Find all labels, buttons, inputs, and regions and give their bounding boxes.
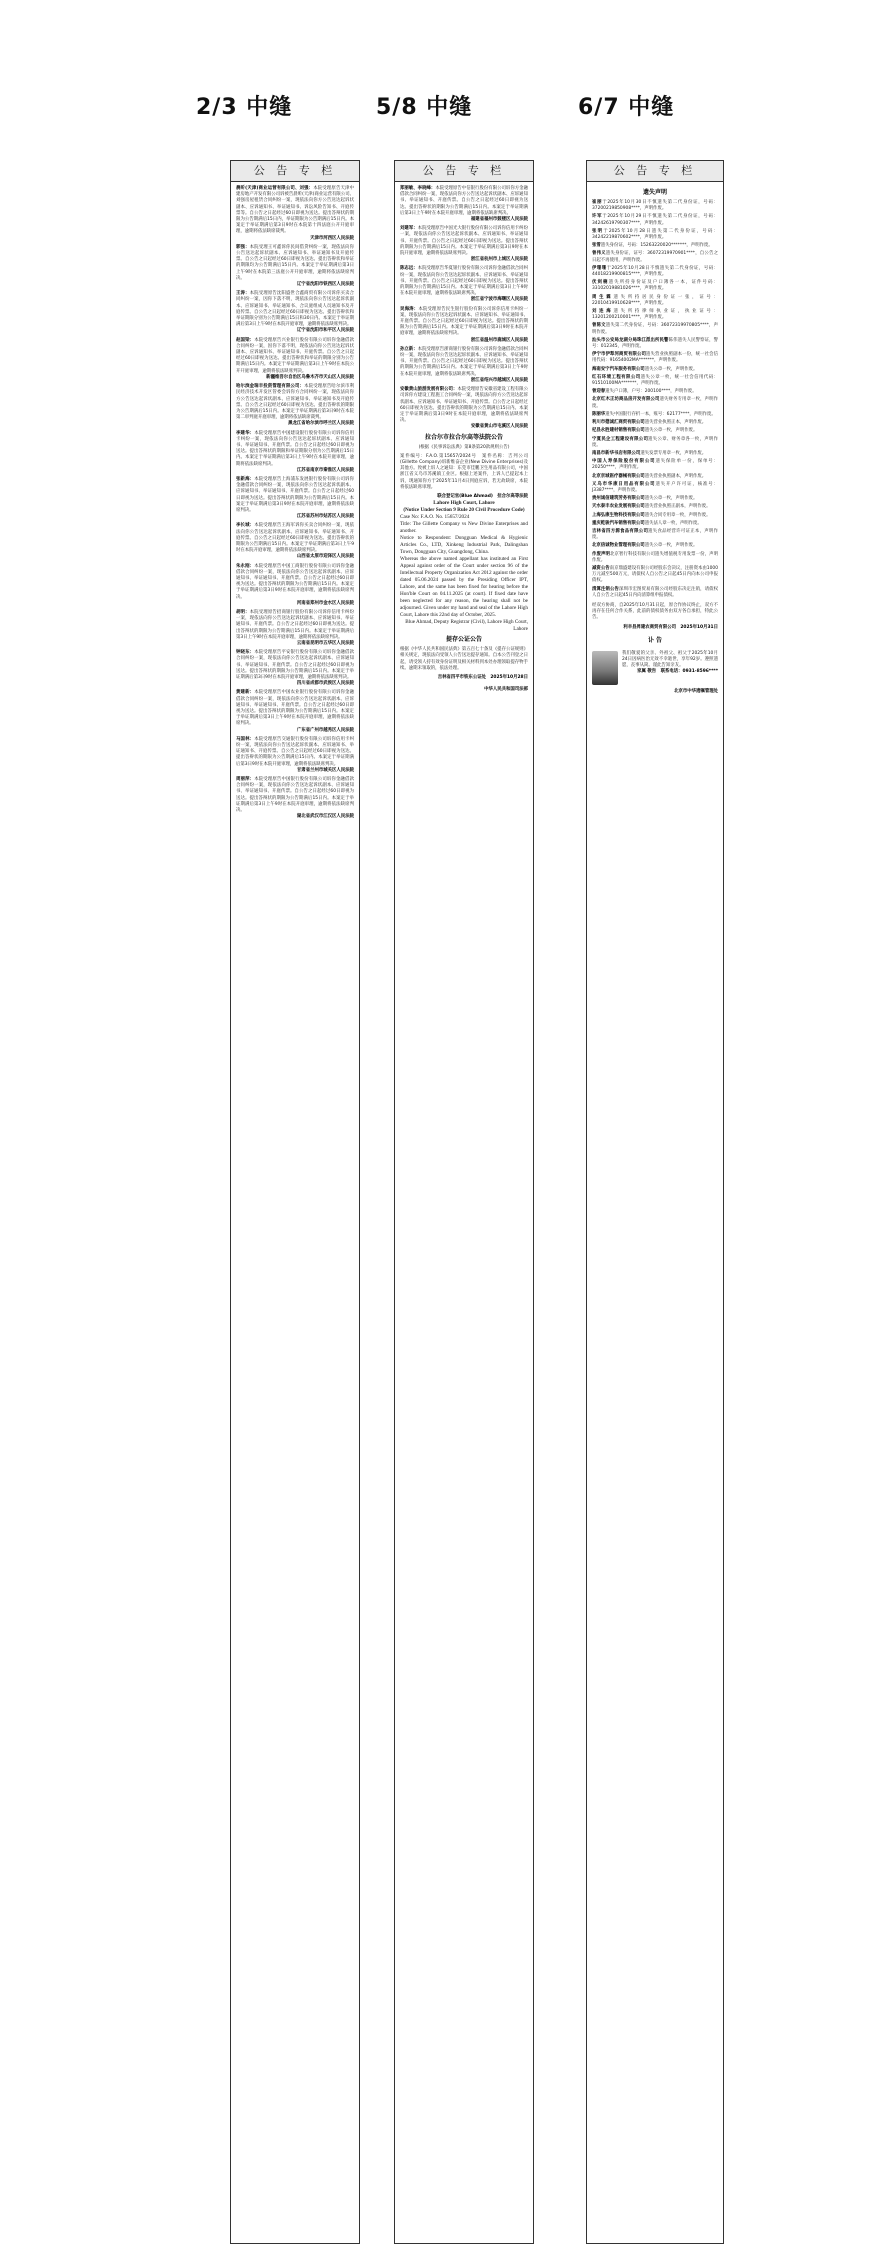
lost-item-text: 遗失公章一枚，声明作废。	[644, 428, 698, 434]
pakistan-notice-title: 拉合尔市拉合尔高等法院公告	[424, 433, 503, 441]
notice-court: 福建省福州市鼓楼区人民法院	[470, 217, 528, 223]
notice-column-1	[230, 160, 360, 2244]
notice-text: 本院受理原告中国农业银行股份有限公司诉你金融借款合同纠纷一案，现依法向你公告送达起诉状副本、应诉通知书、举证通知书、开庭传票。自公告之日起经过60日即视为送达。提出答辩状的期限为公告期满后15日内。本案定于举证期满后第3日上午9时在本院开庭审理，逾期将依法缺席判决。	[236, 690, 354, 727]
notice-item	[400, 266, 528, 303]
lost-item	[592, 482, 718, 494]
lost-item	[592, 200, 718, 212]
lost-item-text: 遗失中国银行存折一本，账号：62177****，声明作废。	[605, 411, 716, 417]
notice-text: 本院受理原告中国建设银行股份有限公司诉你信用卡纠纷一案，现依法向你公告送达起诉状副本、应诉通知书、举证通知书、开庭传票。自公告之日起经过60日即视为送达。提出答辩状的期限和举证期限分别为公告期满后15日内。本案定于举证期满后第3日上午9时在本院开庭审理，逾期将依法缺席判决。	[236, 430, 354, 467]
column-footer: 中华人民共和国司法部	[484, 687, 528, 693]
lost-item-name: 张明	[592, 228, 604, 234]
lost-item-text: 遗失营业执照正本，声明作废。	[644, 420, 707, 426]
english-sign: Blue Ahmad, Deputy Registrar (Civil), Lahore High Court, Lahore	[405, 619, 528, 633]
lost-item-name: 崔丽	[592, 200, 603, 205]
obituary-photo	[592, 651, 618, 685]
notice-court: 安徽省黄山市屯溪区人民法院	[470, 424, 528, 430]
fold-label-3: 6/7 中缝	[578, 95, 675, 120]
lost-item-name: 海南安宁汽车服务有限公司	[592, 366, 645, 372]
pakistan-notice-sub: (根据《民事诉讼法典》第8条第20款规则公告)	[418, 444, 510, 450]
lost-item	[592, 459, 718, 471]
column-title: 公 告 专 栏	[587, 161, 723, 182]
lost-item	[592, 295, 718, 307]
notice-addressee: 黄建新：	[236, 690, 255, 696]
lost-item	[592, 280, 718, 292]
notice-text: 本院受理原告上海浦东发展银行股份有限公司诉你金融借款合同纠纷一案，现依法向你公告送达起诉状副本、应诉通知书、举证通知书、开庭传票。自公告之日起经过60日即视为送达。提出答辩状的期限为公告期满后15日内。本案定于举证期满后第3日9时在本院开庭审理，逾期将依法缺席判决。	[236, 476, 354, 513]
lost-item-text: 遗失公章一枚，声明作废。	[644, 496, 698, 502]
notice-court: 辽宁省沈阳市和平区人民法院	[296, 328, 354, 334]
lost-item-name: 宁夏民企工程建设有限公司	[592, 436, 649, 442]
lost-item	[592, 451, 718, 457]
lost-item	[592, 266, 718, 278]
notice-text: 本院受理原告招商银行股份有限公司诉你信用卡纠纷一案，现依法向你公告送达起诉状副本、应诉通知书、举证通知书、开庭传票。自公告之日起经过60日即视为送达。提出答辩状的期限为公告期满后15日内。本案定于举证期满后第3日上午9时在本院开庭审理，逾期将依法缺席判决。	[236, 610, 354, 640]
lost-item-text: 遗失第二代身份证，号码：36072319970805****，声明作废。	[592, 323, 718, 335]
lost-item	[592, 251, 718, 263]
lost-item-name: 义乌市华康日用品有限公司	[592, 481, 656, 487]
lost-item-name: 曾迎春	[592, 389, 606, 395]
notice-text: 本院受理原告交通银行股份有限公司诉你信用卡纠纷一案，现依法向你公告送达起诉状副本、应诉通知书、举证通知书、开庭传票。自公告之日起经过60日即视为送达。提出答辩状的期限为公告期满后15日内。本案定于举证期满后第3日9时在本院开庭审理，逾期将依法缺席判决。	[236, 736, 354, 767]
notice-court: 云南省昆明市五华区人民法院	[296, 641, 354, 647]
notice-text: 本院受理原告平安银行股份有限公司诉你金融借款合同纠纷一案，现依法向你公告送达起诉状副本、应诉通知书、举证通知书、开庭传票。自公告之日起经过60日即视为送达。提出答辩状的期限为公告期满后15日内。本案定于举证期满后第3日9时在本院开庭审理，逾期将依法缺席判决。	[236, 650, 354, 681]
lost-item	[592, 397, 718, 409]
lost-item-name: 伏剑楠	[592, 280, 609, 286]
column-body	[395, 182, 533, 697]
notice-addressee: 李长城：	[236, 523, 255, 529]
notice-text: 本院受理原告中国工商银行股份有限公司诉你金融借款合同纠纷一案，现依法向你公告送达起诉状副本、应诉通知书、举证通知书、开庭传票。自公告之日起经过60日即视为送达。提出答辩状的期限为公告期满后15日内。本案定于举证期满后第3日9时在本院开庭审理，逾期将依法缺席判决。	[236, 563, 354, 600]
notice-addressee: 郭强：	[236, 244, 250, 250]
lost-item-text: 遗失保险单一份，保单号：20250****，声明作废。	[592, 459, 718, 471]
notice-addressee: 周丽萍：	[236, 777, 255, 783]
lost-item-name: 北京京城医疗器械有限公司	[592, 473, 645, 479]
notice-court: 江苏省南京市秦淮区人民法院	[296, 467, 354, 473]
lost-item-text: 遗失营业执照正副本，声明作废。	[644, 504, 711, 510]
notice-addressee: 晨昕(天津)商业运营有限公司、刘强：	[236, 186, 314, 191]
lost-item-text: 遗失公章、财务章各一枚，声明作废。	[592, 436, 718, 448]
notice-addressee: 刘建军：	[400, 226, 418, 232]
lost-item	[592, 587, 718, 599]
lost-item-text: 遗失合同专用章一枚，声明作废。	[644, 512, 711, 518]
lost-item	[592, 367, 718, 373]
lost-item-name: 伊珊珊	[592, 265, 607, 271]
notice-column-2	[394, 160, 534, 2244]
lost-item-text: 遗失所持居民身份证一张，证号：22010419910628****，声明作废。	[592, 294, 718, 306]
lost-item	[592, 352, 718, 364]
notice-court: 辽宁省沈阳市铁西区人民法院	[296, 282, 354, 288]
notice-addressee: 郑丽敏、李晓峰：	[400, 186, 436, 191]
notice-item	[236, 777, 354, 820]
lost-item	[592, 389, 718, 395]
lost-item-name: 利川市德诚汇商贸有限公司	[592, 420, 645, 426]
column-footer: 北京市中华遗嘱管理处	[674, 688, 718, 694]
lost-item-name: 中国人寿保险股份有限公司	[592, 459, 656, 465]
english-respondent: Notice to Respondent: Dongguan Medical & Hygienic Articles Co., LTD, Xinkeng Industrial Park, Dalingshan Town, Dongguan City, Guangdong, China.	[400, 535, 528, 556]
termination-sign: 利辛县昇建农商贸有限公司 2025年10月31日	[623, 624, 718, 630]
column-title: 公 告 专 栏	[395, 161, 533, 182]
notice-addressee: 孙立新：	[400, 346, 418, 352]
notice-item	[236, 690, 354, 733]
lost-item-text: 遗失营业执照副本一份，统一社会信用代码：91654002MA*******，声明作废。	[592, 352, 718, 364]
notice-addressee: 李建华：	[236, 430, 255, 436]
notice-item	[236, 245, 354, 288]
obituary-sign: 家属 敬告 联系电话：0931-8596****	[637, 669, 718, 675]
lost-item	[592, 552, 718, 564]
notice-court: 浙江省宁波市海曙区人民法院	[470, 297, 528, 303]
notice-item	[236, 477, 354, 520]
lost-item-text: 遗失法人章一枚，声明作废。	[644, 520, 702, 526]
lost-item-name: 红石环境工程有限公司	[592, 374, 641, 380]
lost-item-text: 遗失开户许可证，核准号：J3387****，声明作废。	[592, 481, 718, 493]
lost-item-name: 减资公告	[592, 565, 610, 571]
notice-item	[236, 186, 354, 242]
lost-item-text: 遗失公章一枚，声明作废。	[644, 366, 698, 372]
notice-item	[400, 387, 528, 430]
lost-item	[592, 543, 718, 549]
lost-item	[592, 529, 718, 541]
lost-item	[592, 214, 718, 226]
lost-item-text: 遗失户口簿，户号：200100****，声明作废。	[605, 389, 697, 395]
lost-item-name: 作废声明	[592, 551, 611, 557]
lost-item-text: 于2025年10月28日遗失第二代身份证，号码：34242219870602****，声明作废。	[592, 228, 718, 241]
notice-addressee: 吴海涛：	[400, 306, 419, 312]
notice-addressee: 胡明：	[236, 610, 250, 615]
lost-item-name: 北京信诚物业管理有限公司	[592, 543, 645, 549]
notice-court: 浙江省温州市鹿城区人民法院	[470, 337, 528, 343]
lost-item-name: 张雪	[592, 243, 601, 249]
fold-label-2: 5/8 中缝	[376, 95, 473, 120]
lost-item-name: 伊宁市伊犁河商贸有限公司	[592, 352, 647, 358]
lost-item-name: 汕头市公安局龙湖分局珠江派出所民警	[592, 337, 669, 343]
lost-item-text: 遗失营业执照副本，声明作废。	[644, 473, 707, 479]
notice-item	[236, 737, 354, 774]
obituary-body: 我们敬爱的父亲、外祖父、祖父于2025年10月24日因病医治无效不幸逝世，享年92岁。遵照遗愿，丧事从简。谨此告知亲友。	[622, 650, 718, 669]
notice-item	[400, 307, 528, 344]
notice-addressee: 赵国梁：	[236, 337, 255, 343]
notice-item	[400, 226, 528, 263]
notice-court: 黑龙江省哈尔滨市呼兰区人民法院	[288, 421, 354, 427]
termination-statement: 经双方协商，自2025年10月31日起，原合作协议终止，双方不再存在任何合作关系，此前的债权债务由双方各自承担，特此公告。	[592, 602, 718, 621]
english-notice-title: Lahore High Court, Lahore	[433, 500, 495, 507]
lost-item-name: 曾伟义	[592, 251, 606, 257]
lost-item	[592, 338, 718, 350]
lost-item	[592, 437, 718, 449]
lost-item-text: 南京鼎盛建设有限公司经股东会决议，注册资本由1000万元减至500万元，请债权人自公告之日起45日内向本公司申报债权。	[592, 565, 718, 584]
notice-text: 本院受理原告中信银行股份有限公司诉你方金融借款合同纠纷一案，现依法向你方公告送达起诉状副本、应诉通知书、举证通知书、开庭传票。自公告之日起经过60日即视为送达。提出答辩状的期限为公告期满后15日内。本案定于举证期满后第3日上午9时在本院开庭审理，逾期将依法缺席判决。	[400, 186, 528, 216]
notice-addressee: 张新海：	[236, 476, 255, 482]
notice-text: 本院受理原告浙商银行股份有限公司诉你金融借款合同纠纷一案，现依法向你公告送达起诉状副本、应诉通知书、举证通知书、开庭传票。自公告之日起经过60日即视为送达。提出答辩状的期限为公告期满后15日内。本案定于举证期满后第3日上午9时在本院开庭审理，逾期将依法缺席判决。	[400, 346, 528, 377]
obituary-title: 讣 告	[647, 636, 663, 644]
notice-text: 本院受理原告沈阳盛世合鑫商贸有限公司诉你买卖合同纠纷一案，因你下落不明，现依法向你公告送达起诉状副本、应诉通知书、举证通知书、合议庭组成人员通知书及开庭传票。自公告之日起经过60日即视为送达。提出答辩状和举证期限分别为公告期满后15日和30日内。本案定于举证期满后第3日上午9时在本院开庭审理，逾期将依法缺席判决。	[236, 291, 354, 328]
lost-item-text: 遗失所持身份证及户口簿各一本，证件号码：33102019881026****，声明作废。	[592, 280, 718, 292]
notice-court: 甘肃省兰州市城关区人民法院	[296, 767, 354, 773]
lost-item-name: 刘连海	[592, 309, 614, 315]
pakistan-notice-body: 案件编号：F.A.O.第15657/2024号 案件名称：吉列公司(Gillette Company)诉新维奋企业(New Divine Enterprises)及其他方。致被上诉人之通知：东莞市佳鹏卫生用品有限公司，中国浙江省义乌市苏溪镇工业区。根据上述案件，上诉人已提起本上诉，现通知你方于2025年11月4日到庭应诉，若无故缺席，本院将依法缺席审理。	[400, 453, 528, 490]
lost-item	[592, 420, 718, 426]
lost-item-text: 遗失财务专用章一枚，声明作废。	[592, 397, 718, 409]
notice-addressee: 朱永刚：	[236, 563, 255, 569]
lost-item-text: 于2025年10月29日不慎遗失第二代身份证，号码：34242619790307****，声明作废。	[592, 214, 718, 226]
notice-item	[236, 523, 354, 560]
lost-item-name: 上海弘康生物科技有限公司	[592, 512, 645, 518]
notary-notice-title: 提存公证公告	[445, 636, 482, 644]
lost-item-name: 陈丽华	[592, 411, 606, 417]
english-case-number: Case No: F.A.O. No. 15657/2024	[400, 514, 470, 521]
notice-item	[236, 384, 354, 427]
notice-text: 本院受理原告王海军诉你买卖合同纠纷一案，现依法向你公告送达起诉状副本、应诉通知书、举证通知书、开庭传票。自公告之日起经过60日即视为送达。提出答辩状的期限为公告期满后15日内。本案定于举证期满后第3日上午9时在本院开庭审理，逾期将依法缺席判决。	[236, 523, 354, 554]
lost-item-name: 周生霖	[592, 294, 614, 300]
english-notice	[400, 500, 528, 633]
lost-item-name: 曾陈文	[592, 323, 606, 329]
notice-item	[236, 610, 354, 647]
notice-text: 本院受理原告华夏银行股份有限公司诉你金融借款合同纠纷一案，现依法向你公告送达起诉状副本、应诉通知书、举证通知书、开庭传票。自公告之日起经过60日即视为送达。提出答辩状的期限为公告期满后15日内。本案定于举证期满后第3日上午9时在本院开庭审理，逾期将依法缺席判决。	[400, 266, 528, 297]
notice-court: 山西省太原市迎泽区人民法院	[296, 554, 354, 560]
lost-item	[592, 504, 718, 510]
notice-court: 湖北省武汉市江汉区人民法院	[296, 814, 354, 820]
lost-item-text: 遗失身份证，号码：15263220020*******，声明作废。	[600, 243, 713, 249]
notice-court: 广东省广州市越秀区人民法院	[296, 727, 354, 733]
notice-addressee: 马国林：	[236, 736, 255, 742]
lost-item-text: 遗失所持律师执业证，执业证号：13201200210001****，声明作废。	[592, 309, 718, 321]
column-title: 公 告 专 栏	[231, 161, 359, 182]
lost-item	[592, 412, 718, 418]
lost-item	[592, 474, 718, 480]
lost-item	[592, 566, 718, 585]
lost-item-name: 许军	[592, 214, 603, 220]
lost-item-name: 重庆乾骏汽车销售有限公司	[592, 520, 645, 526]
lost-item-text: 北京智行科技有限公司遗失增值税专用发票一份，声明作废。	[592, 551, 718, 563]
notice-court: 浙江省杭州市上城区人民法院	[470, 257, 528, 263]
lost-item-name: 杞县永胜建材销售有限公司	[592, 428, 645, 434]
notice-item	[236, 431, 354, 474]
notice-court: 江苏省苏州市姑苏区人民法院	[296, 514, 354, 520]
column-body	[231, 182, 359, 828]
column-body	[587, 182, 723, 699]
notice-item	[236, 291, 354, 334]
obituary	[592, 651, 718, 685]
notary-notice-body: 根据《中华人民共和国民法典》第五百七十条及《提存公证规则》相关规定，现依法向受领人公告送达提存通知。自本公告刊登之日起，请受领人持有效身份证明及相关材料到本处办理领取提存物手续。逾期未领取的，依法处理。	[400, 647, 528, 671]
lost-item-text: 遗失公章一枚，统一社会信用代码：91510100MA*******，声明作废。	[592, 374, 718, 387]
notice-text: 本院受理王可鑫诉你民间借贷纠纷一案，现依法向你公告送达起诉状副本、应诉通知书、举证通知书及开庭传票。自公告之日起经过60日即视为送达。提出答辩状和举证的期限均为公告期满后15日内。本案定于举证期满后第3日上午9时在本院第三法庭公开开庭审理，逾期将依法缺席判决。	[236, 244, 354, 281]
lost-item	[592, 513, 718, 519]
notice-item	[236, 650, 354, 687]
lost-item-name: 清算注销公告	[592, 586, 620, 592]
lost-item-text: 深圳市宏图贸易有限公司经股东决定注销，请债权人自公告之日起45日内向清算组申报债权。	[592, 586, 718, 598]
notice-text: 本院受理原告天津中建房地产开发有限公司诉被告晨昕(天津)商业运营有限公司、刘强房屋租赁合同纠纷一案，现依法向你方公告送达起诉状副本、应诉通知书、举证通知书、诉讼风险告知书、开庭传票等。自公告之日起经过60日即视为送达。提出答辩状的期限为公告期满后15日内，举证期限为公告期满后15日内。本案定于举证期满后第3日9时在本院第十四法庭公开开庭审理，逾期将依法缺席裁判。	[236, 186, 354, 235]
lost-item-text: 于2025年10月28日不慎遗失第二代身份证，号码：44018219900815****，声明作废。	[592, 265, 718, 278]
notice-item	[236, 338, 354, 381]
lost-item	[592, 323, 718, 335]
lost-item-text: 陈伟遗失人民警察证，警号：012345，声明作废。	[592, 337, 718, 350]
notice-court: 河南省郑州市金水区人民法院	[296, 600, 354, 606]
lost-section-title: 遗失声明	[642, 189, 667, 196]
notice-addressee: 陈志远：	[400, 266, 418, 272]
notary-notice-sign: 吉林省四平市铁东公证处 2025年10月28日	[437, 674, 528, 680]
notice-court: 天津市河西区人民法院	[310, 235, 354, 241]
lost-item	[592, 521, 718, 527]
lost-item-name: 南昌市新华书店有限公司	[592, 450, 641, 456]
notice-court: 浙江省绍兴市越城区人民法院	[470, 377, 528, 383]
lost-item	[592, 428, 718, 434]
pakistan-notice-sign: 联合登记官(Blue Ahmad) 拉合尔高等法院	[437, 493, 528, 499]
lost-item	[592, 375, 718, 387]
lost-item	[592, 496, 718, 502]
notice-text: 本院受理原告民生银行股份有限公司诉你信用卡纠纷一案，现依法向你公告送达起诉状副本、应诉通知书、举证通知书、开庭传票。自公告之日起经过60日即视为送达。提出答辩状的期限为公告期满后15日内。本案定于举证期满后第3日9时在本院开庭审理，逾期将依法缺席判决。	[400, 306, 528, 337]
lost-item-name: 天水泰丰农业发展有限公司	[592, 504, 645, 510]
notice-court: 新疆维吾尔自治区乌鲁木齐市天山区人民法院	[266, 374, 354, 380]
notice-addressee: 哈尔滨金瑞丰投资管理有限公司：	[236, 384, 305, 390]
english-notice-sub: (Notice Under Section 9 Rule 20 Civil Procedure Code)	[403, 507, 525, 514]
notice-court: 四川省成都市武侯区人民法院	[296, 681, 354, 687]
lost-item-name: 北京红木正坊商品房开发有限公司	[592, 397, 660, 403]
english-parties: Title: The Gillette Company vs New Divine Enterprises and another.	[400, 521, 528, 535]
notice-addressee: 安徽黄山旅游发展有限公司：	[400, 387, 458, 393]
lost-item-text: 遗失食品经营许可证正本，声明作废。	[592, 528, 718, 541]
notice-addressee: 钟晓东：	[236, 650, 255, 656]
lost-item-name: 贵州诚信建筑劳务有限公司	[592, 496, 645, 502]
notice-item	[236, 564, 354, 607]
notice-column-3	[586, 160, 724, 2244]
fold-label-1: 2/3 中缝	[196, 95, 293, 120]
notice-text: 本院受理原告中国银行股份有限公司诉你金融借款合同纠纷一案，现依法向你公告送达起诉状副本、应诉通知书、举证通知书、开庭传票。自公告之日起经过60日即视为送达。提出答辩状的期限为公告期满后15日内。本案定于举证期满后第3日上午9时在本院开庭审理，逾期将依法缺席判决。	[236, 777, 354, 814]
notice-text: 本院受理原告中国光大银行股份有限公司诉你信用卡纠纷一案，现依法向你公告送达起诉状副本、应诉通知书、举证通知书、开庭传票。自公告之日起经过60日即视为送达。提出答辩状的期限为公告期满后15日内。本案定于举证期满后第3日9时在本院开庭审理，逾期将依法缺席判决。	[400, 226, 528, 257]
lost-item-text: 遗失公章一枚，声明作废。	[644, 543, 698, 549]
notice-text: 本院受理原告兴业银行股份有限公司诉你金融借款合同纠纷一案，因你下落不明，现依法向你公告送达起诉状副本、应诉通知书、举证通知书、开庭传票。自公告之日起经过60日即视为送达。提出答辩状和举证的期限分别为公告期满后15日内。本案定于举证期满后第3日上午9时在本院公开开庭审理，逾期将依法缺席判决。	[236, 337, 354, 374]
lost-item-text: 于2025年10月30日不慎遗失第二代身份证，号码：37200219850908****，声明作废。	[592, 200, 718, 212]
lost-item-name: 吉林省四方源食品有限公司	[592, 528, 649, 534]
lost-item	[592, 309, 718, 321]
lost-item	[592, 243, 718, 249]
notice-text: 本院受理原告哈尔滨市利民经济技术开发区管委会诉你方合同纠纷一案，现依法向你方公告送达起诉状副本、应诉通知书、举证通知书及开庭传票。自公告之日起经过60日即视为送达。提出答辩状的期限为公告期满后15日内。本案定于举证期满后第3日9时在本院第二审判庭开庭审理，逾期将依法缺席裁判。	[236, 384, 354, 421]
lost-item-text: 遗失身份证，证号：36072319970901****，自公告之日起不再使用，声明作废。	[592, 251, 718, 263]
notice-addressee: 王涛：	[236, 291, 250, 297]
english-body: Whereas the above named appellant has instituted an First Appeal against order of the Court under section 96 of the Intellectual Property Organization Act 2012 against the order dated 05.06.2024 passed by the Presiding Officer IPT, Lahore, and the same has been fixed for hearing before the Hon'ble Court on 04.11.2025 (at court). If fixed date have been neglected for any reason, the hearing shall not be adjourned. Given under my hand and seal of the Lahore High Court, Lahore this 22nd day of October, 2025.	[400, 556, 528, 619]
lost-item	[592, 229, 718, 241]
notice-item	[400, 347, 528, 384]
lost-item-text: 遗失发票专用章一枚，声明作废。	[640, 450, 707, 456]
notice-text: 本院受理原告安徽省建设工程有限公司诉你方建设工程施工合同纠纷一案，现依法向你方公告送达起诉状副本、应诉通知书、举证通知书、开庭传票。自公告之日起经过60日即视为送达。提出答辩状的期限为公告期满后15日内。本案定于举证期满后第3日9时在本院开庭审理，逾期将依法缺席判决。	[400, 387, 528, 424]
notice-item	[400, 186, 528, 223]
